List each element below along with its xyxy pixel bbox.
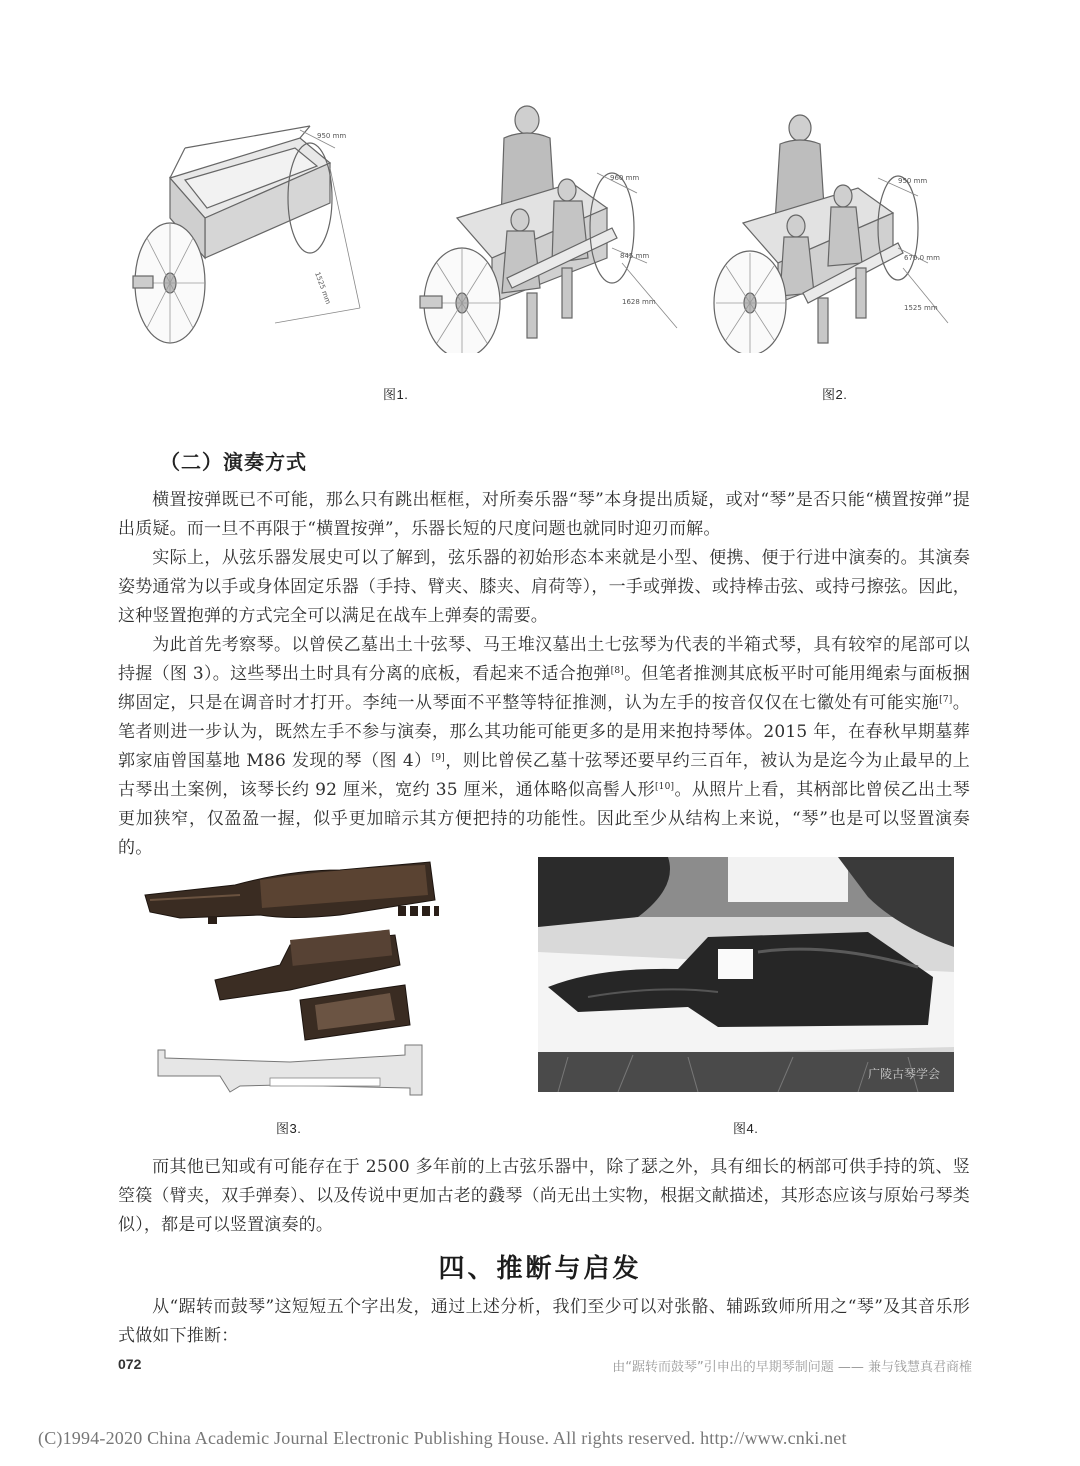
running-title: 由“踞转而鼓琴”引申出的早期琴制问题 —— 兼与钱慧真君商榷	[612, 1360, 972, 1375]
paragraph-1: 横置按弹既已不可能，那么只有跳出框框，对所奏乐器“琴”本身提出质疑，或对“琴”是否只能“横置按弹”提出质疑。而一旦不再限于“横置按弹”，乐器长短的尺度问题也就同时迎刃而解。	[118, 490, 970, 539]
section-title: 四、推断与启发	[438, 1254, 642, 1284]
photo-watermark: 广陵古琴学会	[867, 1067, 940, 1081]
figure-2-chariot-vertical-playing	[708, 108, 953, 353]
dimension-label: 845 mm	[620, 252, 650, 260]
paragraph-5: 从“踞转而鼓琴”这短短五个字出发，通过上述分析，我们至少可以对张骼、辅跞致师所用之“琴”及其音乐形式做如下推断：	[118, 1297, 970, 1346]
paragraph-2: 实际上，从弦乐器发展史可以了解到，弦乐器的初始形态本来就是小型、便携、便于行进中演奏的。其演奏姿势通常为以手或身体固定乐器（手持、臂夹、膝夹、肩荷等），一手或弹拨、或持棒击弦、或持弓擦弦。因此，这种竖置抱弹的方式完全可以满足在战车上弹奏的需要。	[118, 548, 970, 626]
dimension-label: 670.0 mm	[904, 254, 940, 262]
copyright-notice: (C)1994-2020 China Academic Journal Electronic Publishing House. All rights reserved. http://www.cnki.net	[38, 1428, 847, 1448]
dimension-label: 950 mm	[317, 132, 347, 140]
figure-3-qin-photo	[140, 840, 440, 1105]
page-number: 072	[118, 1356, 142, 1372]
figure-1-caption: 图1.	[383, 387, 409, 402]
dimension-label: 950 mm	[898, 177, 928, 185]
figure-4-excavation-photo	[538, 857, 954, 1092]
dimension-label: 1628 mm	[622, 298, 656, 306]
citation-ref: [10]	[654, 782, 675, 792]
paragraph-3: 为此首先考察琴。以曾侯乙墓出土十弦琴、马王堆汉墓出土七弦琴为代表的半箱式琴，具有较窄的尾部可以持握（图 3）。这些琴出土时具有分离的底板，看起来不适合抱弹[8]。但笔者推测其底板平时可能用绳索与面板捆绑固定，只是在调音时才打开。李纯一从琴面不平整等特征推测，认为左手的按音仅仅在七徽处有可能实施[7]。笔者则进一步认为，既然左手不参与演奏，那么其功能可能更多的是用来抱持琴体。2015 年，在春秋早期墓葬郭家庙曾国墓地 M86 发现的琴（图 4）[9]，则比曾侯乙墓十弦琴还要早约三百年，被认为是迄今为止最早的上古琴出土案例，该琴长约 92 厘米，宽约 35 厘米，通体略似高髻人形[10]。从照片上看，其柄部比曾侯乙出土琴更加狭窄，仅盈盈一握，似乎更加暗示其方便把持的功能性。因此至少从结构上来说，“琴”也是可以竖置演奏的。	[118, 635, 971, 858]
figure-4-caption: 图4.	[733, 1121, 759, 1136]
paragraph-4: 而其他已知或有可能存在于 2500 多年前的上古弦乐器中，除了瑟之外，具有细长的柄部可供手持的筑、竖箜篌（臂夹，双手弹奏）、以及传说中更加古老的鼗琴（尚无出土实物，根据文献描述，其形态应该与原始弓琴类似），都是可以竖置演奏的。	[118, 1157, 970, 1235]
dimension-label: 960 mm	[610, 174, 640, 182]
figure-2-caption: 图2.	[822, 387, 848, 402]
dimension-label: 1525 mm	[904, 304, 938, 312]
citation-ref: [9]	[431, 753, 446, 763]
citation-ref: [7]	[939, 695, 953, 705]
figure-1-chariot-with-figures	[412, 98, 692, 353]
dimension-label: 1525 mm	[313, 270, 333, 306]
figure-3-caption: 图3.	[276, 1121, 302, 1136]
figure-1-chariot-empty	[125, 108, 370, 348]
section-subheading: （二）演奏方式	[160, 450, 307, 474]
citation-ref: [8]	[610, 666, 625, 676]
